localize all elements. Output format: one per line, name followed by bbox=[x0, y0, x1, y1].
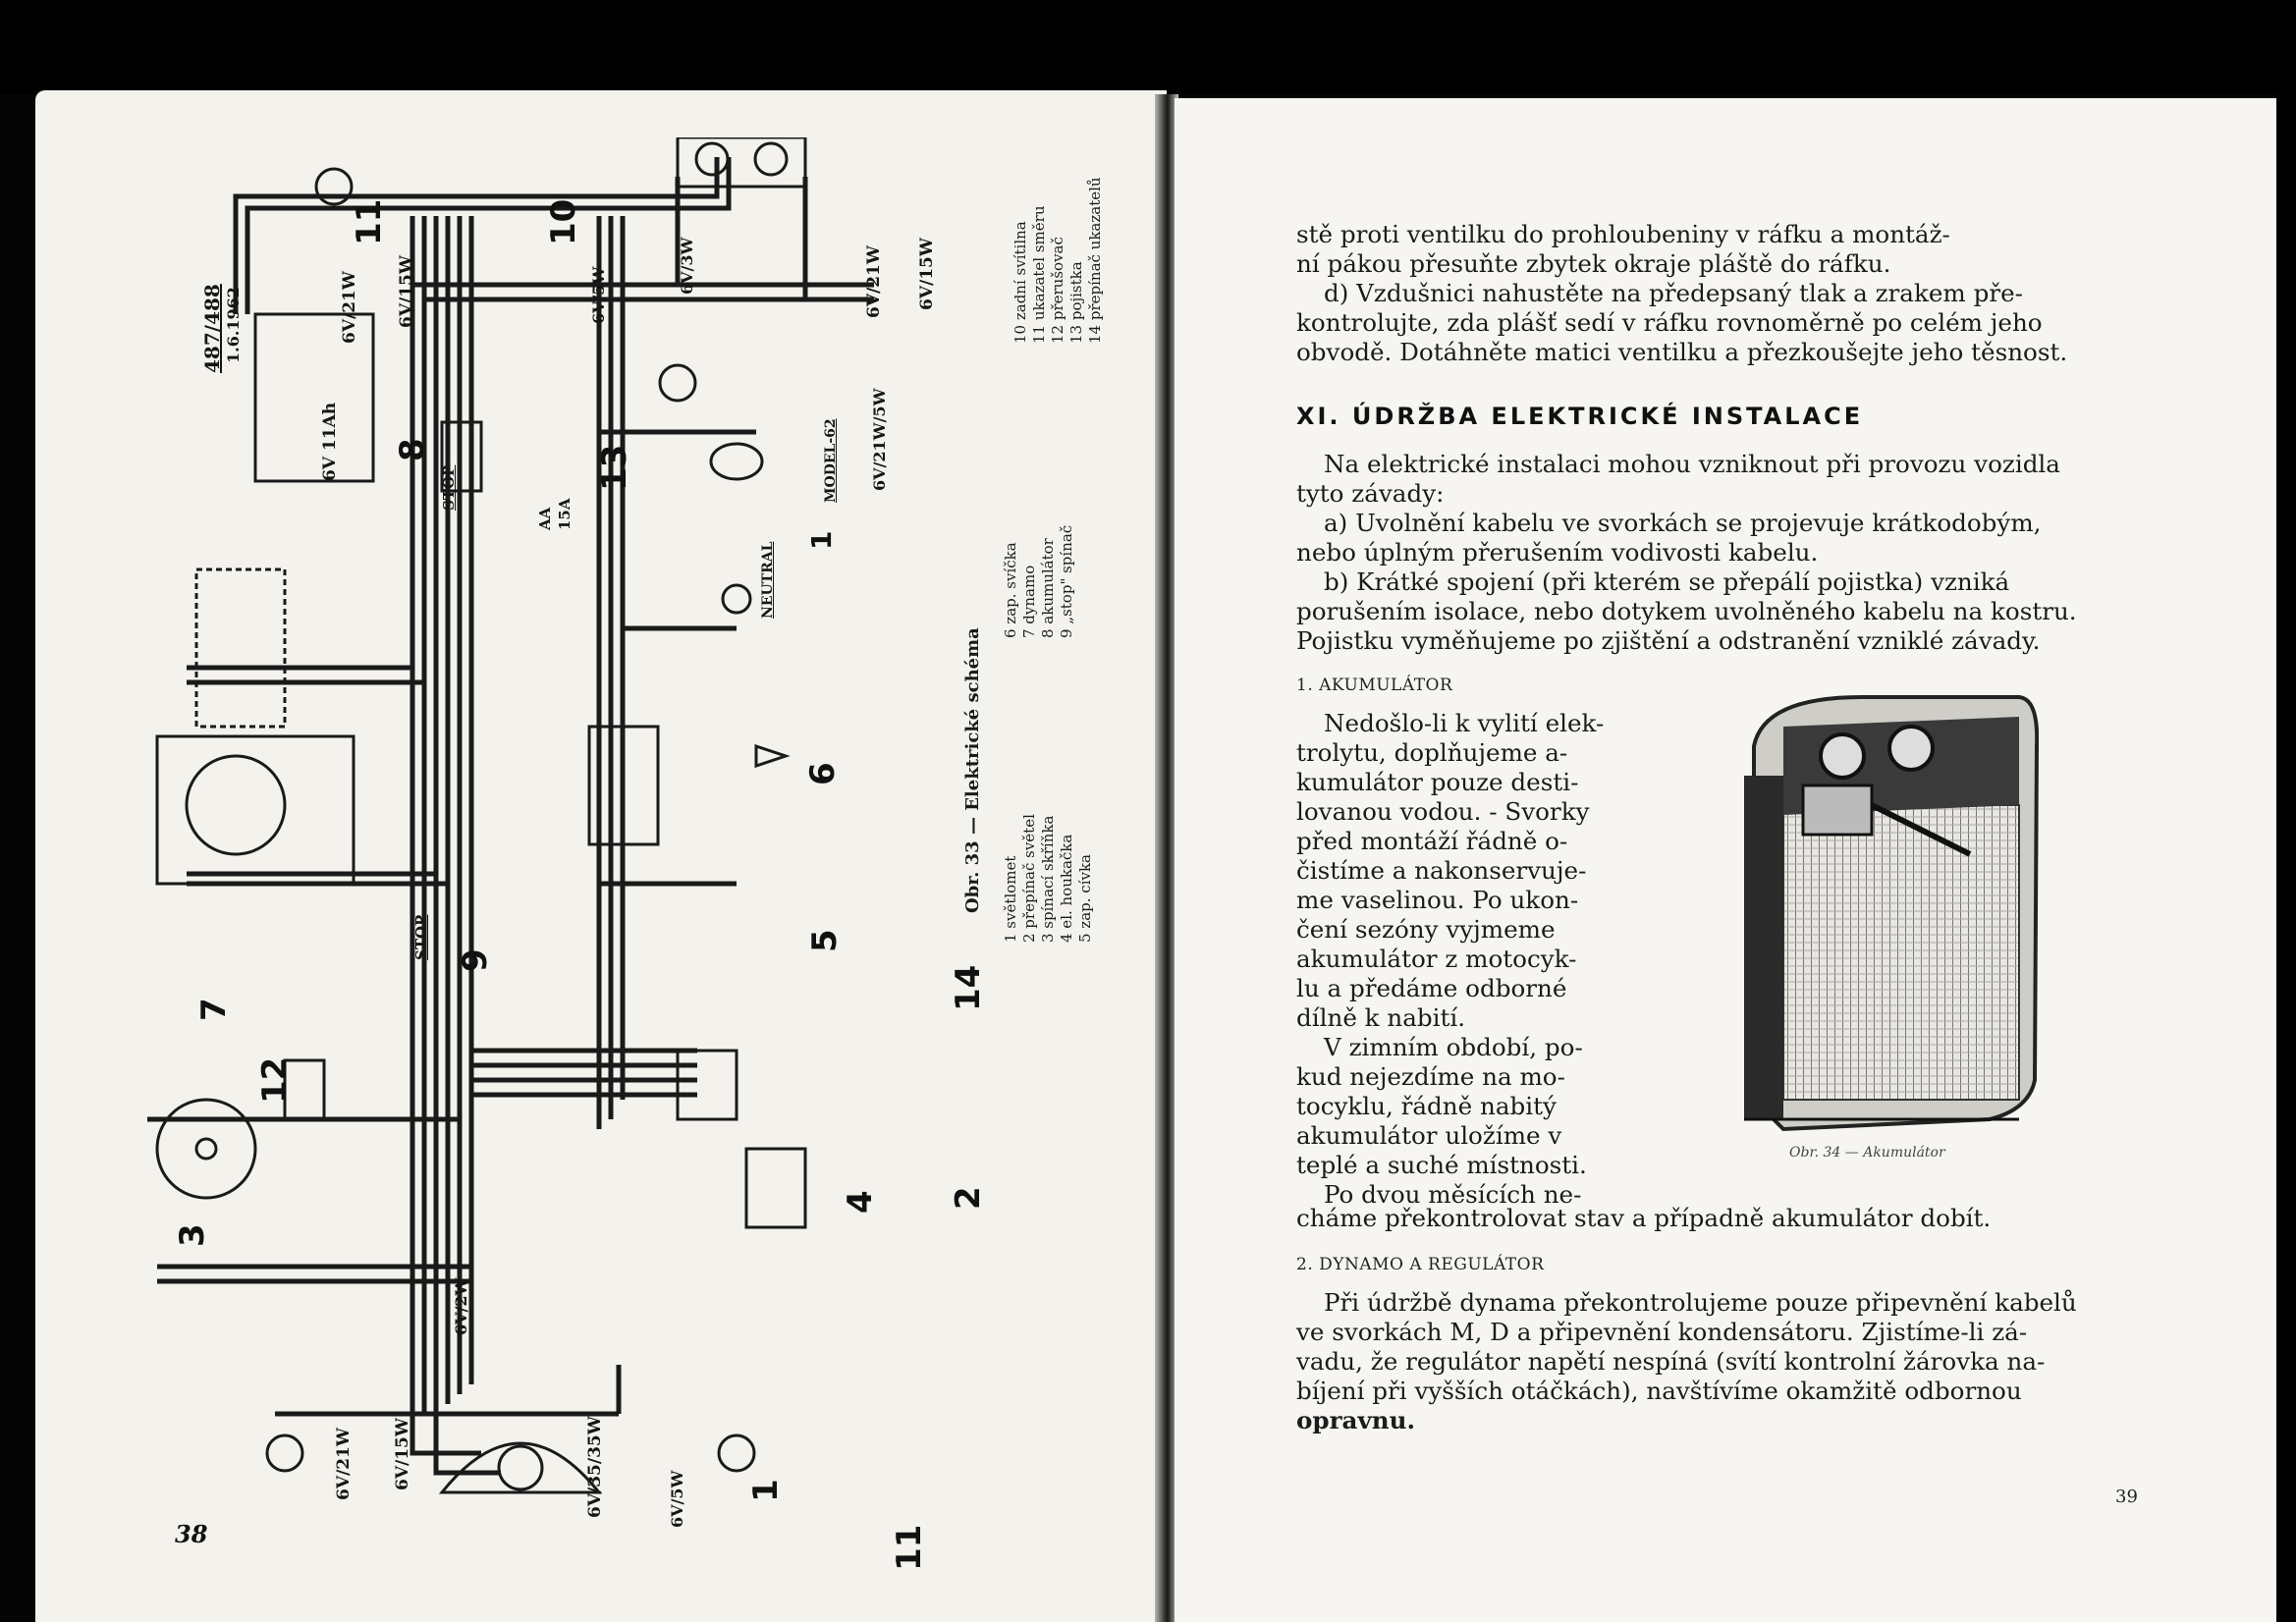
stop-label-2: STOP bbox=[412, 914, 430, 960]
scan-right-edge bbox=[2276, 90, 2296, 1622]
bulb-label-11: 6V/21W/5W bbox=[870, 388, 889, 491]
diagram-number-3: 3 bbox=[173, 1223, 212, 1247]
text-line: teplé a suché místnosti. bbox=[1296, 1151, 1587, 1179]
text-line: nebo úplným přerušením vodivosti kabelu. bbox=[1296, 538, 1819, 567]
text-line: lu a předáme odborné bbox=[1296, 974, 1567, 1002]
indicator-rear-right bbox=[660, 365, 695, 401]
dynamo-paragraph bbox=[1296, 1288, 2141, 1435]
figure-33-caption: Obr. 33 — Elektrické schéma bbox=[962, 627, 983, 913]
bulb-label-1: 6V/15W bbox=[397, 255, 416, 328]
text-line: akumulátor uložíme v bbox=[1296, 1121, 1562, 1150]
bulb-label-7: 6V/15W bbox=[917, 238, 937, 310]
horn-shape bbox=[678, 1051, 737, 1119]
stop-lamp-shape bbox=[711, 444, 762, 479]
text-line: čení sezóny vyjmeme bbox=[1296, 915, 1556, 944]
text-line: před montáží řádně o- bbox=[1296, 827, 1568, 855]
text-line: ní pákou přesuňte zbytek okraje pláště do ráfku. bbox=[1296, 249, 1891, 278]
text-line: kud nejezdíme na mo- bbox=[1296, 1062, 1565, 1091]
text-line: d) Vzdušnici nahustěte na předepsaný tlak a zrakem pře- bbox=[1324, 279, 2023, 307]
diagram-number-1: 1 bbox=[746, 1479, 786, 1502]
diagram-number-2: 2 bbox=[949, 1186, 988, 1210]
diagram-number-1-side: 1 bbox=[805, 530, 838, 550]
diagram-number-11-bottom: 11 bbox=[890, 1524, 929, 1571]
scan-top-band bbox=[0, 0, 2296, 94]
bulb-label-5: 6V/3W bbox=[678, 237, 696, 295]
legend-column-a bbox=[1002, 814, 1095, 943]
text-line: Při údržbě dynama překontrolujeme pouze připevnění kabelů bbox=[1324, 1288, 2077, 1317]
legend-item: 8 akumulátor bbox=[1039, 538, 1057, 638]
bulb-label-4: 6V/5W bbox=[589, 266, 608, 324]
diagram-number-5: 5 bbox=[805, 929, 845, 952]
model-label: MODEL-62 bbox=[823, 418, 839, 503]
bulb-label-8: 6V/35/35W bbox=[585, 1416, 605, 1518]
diagram-date: 1.6.1962 bbox=[224, 287, 243, 363]
bulb-label-2: 6V/21W bbox=[334, 1428, 354, 1500]
legend-item: 13 pojistka bbox=[1067, 261, 1085, 344]
fuse-label-15a: 15A bbox=[556, 498, 574, 530]
diagram-number-9: 9 bbox=[456, 948, 495, 972]
page-number-right: 39 bbox=[2115, 1487, 2138, 1507]
diagram-number-6: 6 bbox=[803, 762, 843, 785]
battery-photo bbox=[1724, 687, 2039, 1149]
diagram-number-10: 10 bbox=[544, 198, 583, 245]
intro-paragraph bbox=[1296, 220, 2141, 367]
text-line: V zimním období, po- bbox=[1324, 1033, 1583, 1061]
wiring-diagram bbox=[128, 137, 1031, 1512]
text-line: tocyklu, řádně nabitý bbox=[1296, 1092, 1557, 1120]
text-line: b) Krátké spojení (při kterém se přepálí pojistka) vzniká bbox=[1324, 568, 2010, 596]
figure-34-caption: Obr. 34 — Akumulátor bbox=[1789, 1145, 1945, 1161]
bulb-label-6: 6V/21W bbox=[864, 245, 884, 318]
bulb-label-0: 6V/21W bbox=[340, 271, 359, 344]
legend-item: 6 zap. svíčka bbox=[1002, 542, 1019, 638]
bulb-label-9: 6V/5W bbox=[668, 1470, 686, 1528]
legend-item: 2 přepínač světel bbox=[1020, 814, 1038, 943]
subsection-dynamo: 2. DYNAMO A REGULÁTOR bbox=[1296, 1255, 1545, 1274]
text-line: Na elektrické instalaci mohou vzniknout při provozu vozidla bbox=[1324, 450, 2060, 478]
indicator-rear-left bbox=[719, 1435, 754, 1471]
text-line: bíjení při vyšších otáčkách), navštívíme okamžitě odbornou bbox=[1296, 1377, 2022, 1405]
legend-item: 5 zap. cívka bbox=[1076, 854, 1094, 943]
text-line: kumulátor pouze desti- bbox=[1296, 768, 1579, 796]
legend-item: 7 dynamo bbox=[1020, 565, 1038, 638]
legend-column-b bbox=[1002, 525, 1076, 638]
component-shapes bbox=[157, 137, 805, 1492]
indicator-front-left bbox=[267, 1435, 302, 1471]
legend-item: 12 přerušovač bbox=[1049, 237, 1066, 344]
battery-tail-line bbox=[1296, 1204, 2141, 1233]
diagram-number-7: 7 bbox=[194, 998, 234, 1021]
subsection-accumulator: 1. AKUMULÁTOR bbox=[1296, 676, 1453, 695]
dynamo-rotor bbox=[187, 756, 285, 854]
text-line: ve svorkách M, D a připevnění kondensátoru. Zjistíme-li zá- bbox=[1296, 1318, 2028, 1346]
page-number-left: 38 bbox=[175, 1520, 208, 1548]
neutral-label: NEUTRAL bbox=[760, 541, 776, 619]
text-line: opravnu. bbox=[1296, 1406, 1416, 1434]
diagram-number-8: 8 bbox=[393, 438, 432, 461]
battery-text-column bbox=[1296, 709, 1728, 1210]
diagram-number-13: 13 bbox=[595, 444, 634, 491]
regulator-shape bbox=[196, 569, 285, 727]
legend-item: 3 spínací skříňka bbox=[1039, 815, 1057, 943]
legend-column-c bbox=[1011, 177, 1105, 344]
text-line: porušením isolace, nebo dotykem uvolněného kabelu na kostru. bbox=[1296, 597, 2077, 625]
light-switch-shape bbox=[746, 1149, 805, 1227]
diagram-number-11-top: 11 bbox=[350, 198, 389, 245]
bulb-label-3: 6V/15W bbox=[393, 1418, 412, 1490]
text-line: dílně k nabití. bbox=[1296, 1003, 1466, 1032]
stop-label-1: STOP bbox=[440, 464, 458, 511]
text-line: kontrolujte, zda plášť sedí v ráfku rovnoměrně po celém jeho bbox=[1296, 308, 2043, 337]
legend-item: 11 ukazatel směru bbox=[1030, 205, 1048, 344]
text-line: obvodě. Dotáhněte matici ventilku a přezkoušejte jeho těsnost. bbox=[1296, 338, 2068, 366]
text-line: akumulátor z motocyk- bbox=[1296, 945, 1577, 973]
diagram-number-12: 12 bbox=[255, 1056, 295, 1104]
section-heading: XI. ÚDRŽBA ELEKTRICKÉ INSTALACE bbox=[1296, 403, 1864, 430]
switch-box-shape bbox=[157, 1100, 255, 1198]
legend-item: 4 el. houkačka bbox=[1058, 834, 1075, 943]
text-line: lovanou vodou. - Svorky bbox=[1296, 797, 1590, 826]
diagram-number-14: 14 bbox=[949, 964, 988, 1011]
text-line: vadu, že regulátor napětí nespíná (svítí kontrolní žárovka na- bbox=[1296, 1347, 2046, 1376]
text-line: čistíme a nakonservuje- bbox=[1296, 856, 1587, 885]
text-line: Po dvou měsících ne- bbox=[1324, 1180, 1582, 1209]
legend-item: 1 světlomet bbox=[1002, 855, 1019, 943]
text-line: Pojistku vyměňujeme po zjištění a odstranění vzniklé závady. bbox=[1296, 626, 2041, 655]
text-line: trolytu, doplňujeme a- bbox=[1296, 738, 1568, 767]
text-line: tyto závady: bbox=[1296, 479, 1445, 508]
text-line: a) Uvolnění kabelu ve svorkách se projevuje krátkodobým, bbox=[1324, 509, 2042, 537]
indicator-front-right bbox=[316, 169, 352, 204]
diagram-code: 487/488 bbox=[200, 284, 224, 373]
spark-plug-shape bbox=[756, 746, 786, 766]
battery-label: 6V 11Ah bbox=[320, 402, 340, 481]
legend-item: 14 přepínač ukazatelů bbox=[1086, 177, 1104, 344]
text-line: Nedošlo-li k vylití elek- bbox=[1324, 709, 1605, 737]
fuse-label-aa: AA bbox=[536, 507, 554, 530]
bulb-label-10: 6V/2W bbox=[452, 1277, 470, 1335]
legend-item: 9 „stop" spínač bbox=[1058, 524, 1075, 638]
text-line: stě proti ventilku do prohloubeniny v ráfku a montáž- bbox=[1296, 220, 1950, 248]
text-line: me vaselinou. Po ukon- bbox=[1296, 886, 1579, 914]
legend-item: 10 zadní svítilna bbox=[1011, 221, 1029, 344]
neutral-lamp-shape bbox=[723, 585, 750, 613]
text-line: cháme překontrolovat stav a případně akumulátor dobít. bbox=[1296, 1204, 1992, 1232]
section-intro bbox=[1296, 450, 2141, 656]
diagram-number-4: 4 bbox=[841, 1190, 880, 1214]
